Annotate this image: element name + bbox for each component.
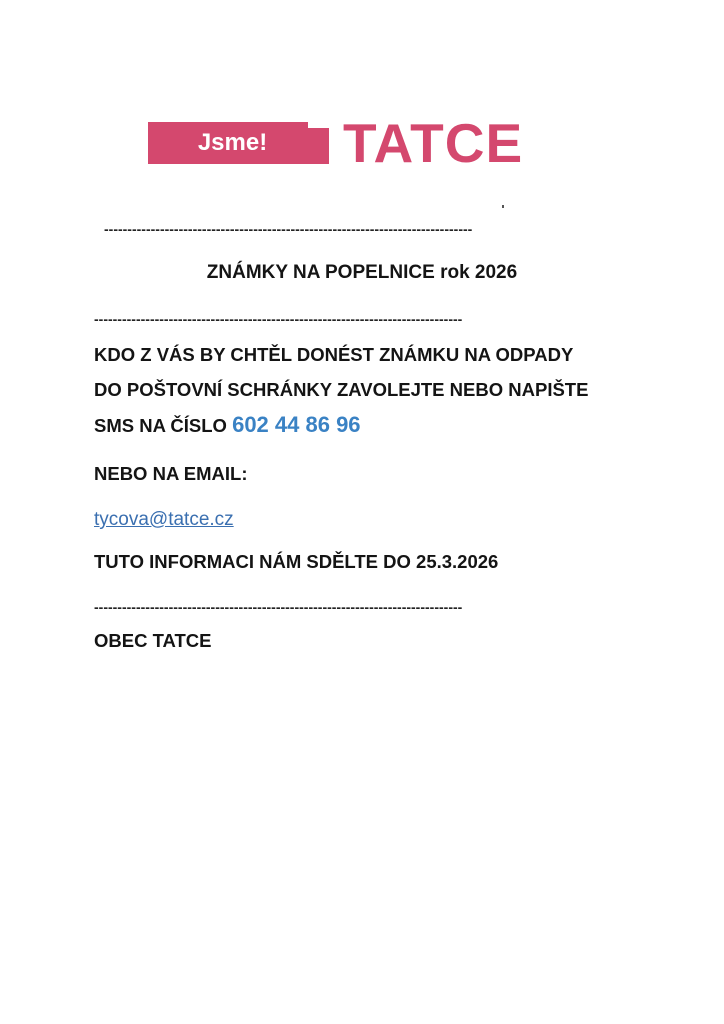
- divider-under-title: -------------------------------------------------------------------------------: [94, 312, 463, 326]
- deadline-text: TUTO INFORMACI NÁM SDĚLTE DO 25.3.2026: [94, 551, 499, 572]
- body-line-1: KDO Z VÁS BY CHTĚL DONÉST ZNÁMKU NA ODPADY: [94, 344, 574, 365]
- scan-speck: [502, 205, 504, 208]
- logo-jsme-text: Jsme!: [197, 129, 268, 156]
- phone-number[interactable]: 602 44 86 96: [232, 412, 361, 437]
- page-title: ZNÁMKY NA POPELNICE rok 2026: [206, 262, 518, 283]
- email-label: NEBO NA EMAIL:: [94, 463, 248, 484]
- sms-label: SMS NA ČÍSLO: [94, 415, 227, 436]
- email-link[interactable]: tycova@tatce.cz: [94, 509, 234, 530]
- divider-top: -------------------------------------------------------------------------------: [104, 222, 473, 236]
- email-line: [94, 508, 234, 531]
- body-line-2: DO POŠTOVNÍ SCHRÁNKY ZAVOLEJTE NEBO NAPIŠTE: [94, 379, 589, 400]
- logo-tatce-text: TATCE: [343, 112, 524, 174]
- signature: OBEC TATCE: [94, 630, 212, 651]
- body-line-3: [94, 412, 361, 438]
- divider-bottom: -------------------------------------------------------------------------------: [94, 600, 463, 614]
- tatce-logo: [148, 112, 598, 174]
